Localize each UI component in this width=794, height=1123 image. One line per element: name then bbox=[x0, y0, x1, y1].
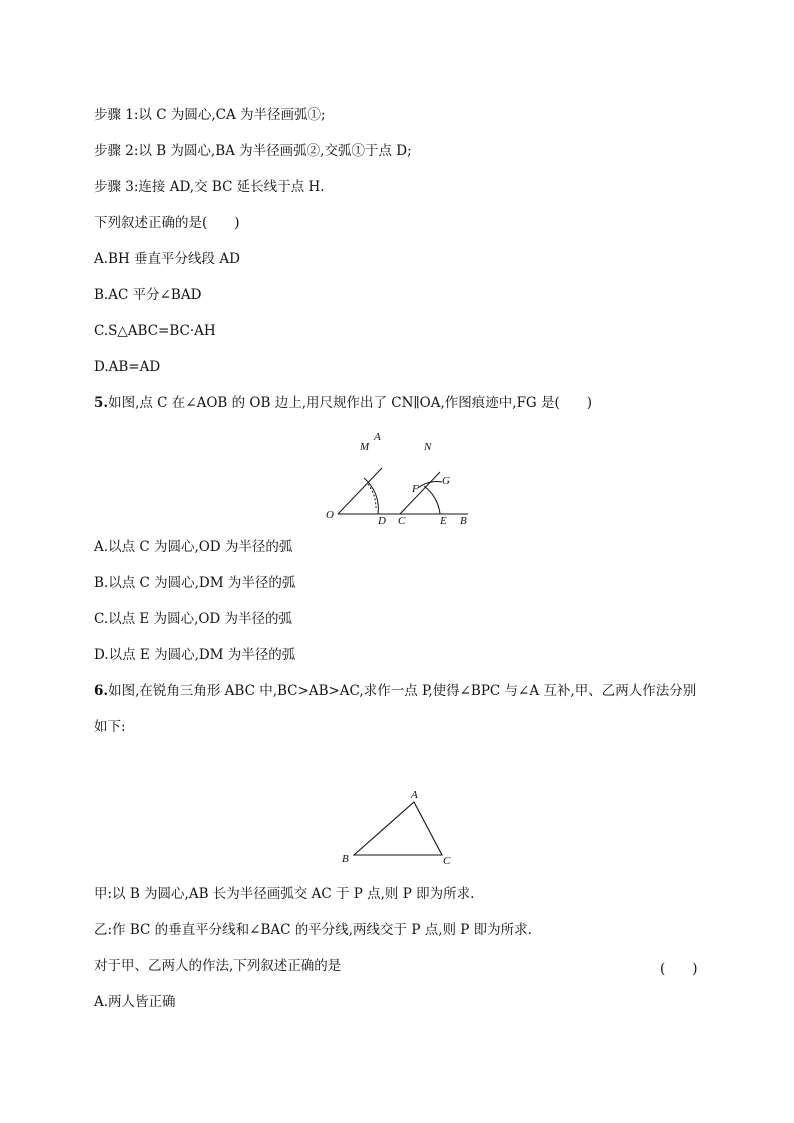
q6-method-yi: 乙:作 BC 的垂直平分线和∠BAC 的平分线,两线交于 P 点,则 P 即为所求. bbox=[94, 922, 532, 938]
label-c: C bbox=[398, 515, 406, 527]
q4-option-d: D.AB=AD bbox=[94, 359, 161, 375]
label-b: B bbox=[342, 853, 349, 865]
q6-answer-paren: ( ) bbox=[660, 961, 698, 977]
label-g: G bbox=[442, 475, 450, 487]
arc-md bbox=[364, 478, 378, 514]
label-d: D bbox=[378, 515, 386, 527]
arc-fe bbox=[424, 486, 440, 514]
ray-cn bbox=[400, 472, 440, 514]
q5-stem bbox=[94, 394, 592, 412]
label-o: O bbox=[326, 509, 334, 521]
figure-triangle-abc bbox=[338, 788, 458, 868]
q6-option-a: A.两人皆正确 bbox=[94, 994, 176, 1010]
step-2: 步骤 2:以 B 为圆心,BA 为半径画弧②,交弧①于点 D; bbox=[94, 143, 412, 159]
q5-option-b: B.以点 C 为圆心,DM 为半径的弧 bbox=[94, 575, 296, 591]
q4-prompt: 下列叙述正确的是( ) bbox=[94, 215, 240, 231]
q6-stem-line1 bbox=[94, 682, 696, 700]
q5-option-a: A.以点 C 为圆心,OD 为半径的弧 bbox=[94, 539, 293, 555]
label-c: C bbox=[443, 855, 451, 867]
ray-oa bbox=[338, 468, 382, 514]
q4-option-a: A.BH 垂直平分线段 AD bbox=[94, 251, 240, 267]
q6-text1: 如图,在锐角三角形 ABC 中,BC>AB>AC,求作一点 P,使得∠BPC 与∠A 互补,甲、乙两人作法分别 bbox=[108, 683, 697, 699]
step-1: 步骤 1:以 C 为圆心,CA 为半径画弧①; bbox=[94, 107, 326, 123]
q6-prompt: 对于甲、乙两人的作法,下列叙述正确的是 bbox=[94, 958, 342, 974]
figure-angle-construction bbox=[320, 428, 480, 528]
q6-stem-line2: 如下: bbox=[94, 719, 126, 735]
label-a: A bbox=[374, 431, 381, 443]
q6-number: 6. bbox=[94, 683, 109, 699]
q4-option-c: C.S△ABC=BC·AH bbox=[94, 323, 216, 339]
q6-method-jia: 甲:以 B 为圆心,AB 长为半径画弧交 AC 于 P 点,则 P 即为所求. bbox=[94, 886, 475, 902]
label-e: E bbox=[440, 515, 447, 527]
q5-text: 如图,点 C 在∠AOB 的 OB 边上,用尺规作出了 CN∥OA,作图痕迹中,FG 是( ) bbox=[108, 395, 593, 411]
arc-fg bbox=[418, 482, 442, 488]
label-a: A bbox=[411, 789, 418, 801]
q5-option-c: C.以点 E 为圆心,OD 为半径的弧 bbox=[94, 611, 293, 627]
label-n: N bbox=[424, 441, 432, 453]
q5-option-d: D.以点 E 为圆心,DM 为半径的弧 bbox=[94, 647, 296, 663]
triangle-abc bbox=[354, 802, 442, 855]
q5-number: 5. bbox=[94, 395, 109, 411]
q4-option-b: B.AC 平分∠BAD bbox=[94, 287, 202, 303]
label-m: M bbox=[360, 441, 370, 453]
label-f: F bbox=[412, 483, 419, 495]
label-b: B bbox=[460, 515, 467, 527]
step-3: 步骤 3:连接 AD,交 BC 延长线于点 H. bbox=[94, 179, 325, 195]
